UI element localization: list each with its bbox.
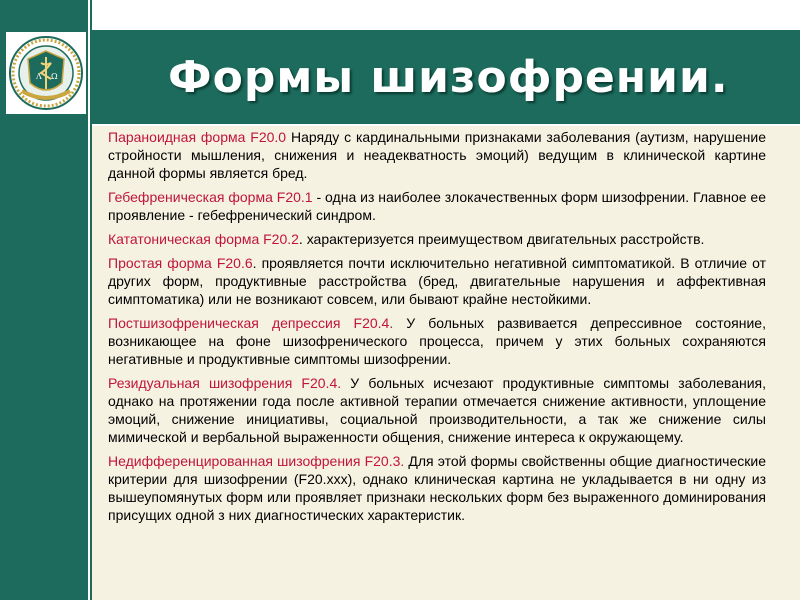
paragraph-postschizophrenic-depression bbox=[108, 314, 766, 368]
side-divider-line bbox=[88, 0, 90, 600]
term-undifferentiated: Недифференцированная шизофрения F20.3. bbox=[108, 453, 405, 469]
top-band bbox=[92, 0, 800, 30]
term-simple: Простая форма F20.6 bbox=[108, 255, 253, 271]
term-paranoid: Параноидная форма F20.0 bbox=[108, 129, 287, 145]
title-band-bottom-rule bbox=[92, 124, 800, 126]
paragraph-text: - одна из наиболее злокачественных форм шизофрении. Главное ее проявление - гебефренический синдром. bbox=[108, 189, 767, 223]
term-catatonic: Кататоническая форма F20.2 bbox=[108, 231, 299, 247]
paragraph-text: Для этой формы свойственны общие диагностические критерии для шизофрении (F20.xxx), однако клиническая картина не укладывается в ни одну из вышеупомянутых форм или проявляет признаки нескольких форм без выраженного доминирования присущих одной з них диагностических характеристик. bbox=[108, 453, 766, 523]
paragraph-catatonic bbox=[108, 230, 766, 248]
paragraph-text: . проявляется почти исключительно негативной симптоматикой. В отличие от других форм, продуктивные расстройства (бред, двигательные нарушения и аффективная симптоматика) или не возникают совсем, или бывают крайне нестойкими. bbox=[108, 255, 766, 307]
paragraph-text: У больных исчезают продуктивные симптомы заболевания, однако на протяжении года после активной терапии отмечается снижение активности, уплощение эмоций, снижение инициативы, социальной производительности, а так же снижение силы мимической и вербальной выраженности общения, снижение интереса к окружающему. bbox=[108, 375, 766, 445]
logo bbox=[6, 32, 86, 114]
term-residual: Резидуальная шизофрения F20.4. bbox=[108, 375, 342, 391]
content-body bbox=[108, 128, 766, 530]
paragraph-simple bbox=[108, 254, 766, 308]
svg-text:Ω: Ω bbox=[51, 72, 58, 81]
paragraph-text: Наряду с кардинальными признаками заболевания (аутизм, нарушение стройности мышления, снижения и неадекватность эмоций) ведущим в клинической картине данной формы является бред. bbox=[108, 129, 767, 181]
svg-text:Λ: Λ bbox=[36, 72, 42, 81]
paragraph-undifferentiated bbox=[108, 452, 766, 524]
paragraph-paranoid bbox=[108, 128, 766, 182]
medical-university-emblem-icon bbox=[8, 35, 84, 111]
paragraph-text: . характеризуется преимуществом двигательных расстройств. bbox=[298, 231, 705, 247]
paragraph-residual bbox=[108, 374, 766, 446]
term-hebephrenic: Гебефреническая форма F20.1 bbox=[108, 189, 313, 205]
paragraph-hebephrenic bbox=[108, 188, 766, 224]
paragraph-text: У больных развивается депрессивное состояние, возникающее на фоне шизофренического процесса, причем у этих больных сохраняются негативные и продуктивные симптомы шизофрении. bbox=[108, 315, 766, 367]
slide-title: Формы шизофрении. bbox=[168, 52, 729, 103]
title-band-top-rule bbox=[92, 28, 800, 30]
term-postschizophrenic-depression: Постшизофреническая депрессия F20.4. bbox=[108, 315, 394, 331]
